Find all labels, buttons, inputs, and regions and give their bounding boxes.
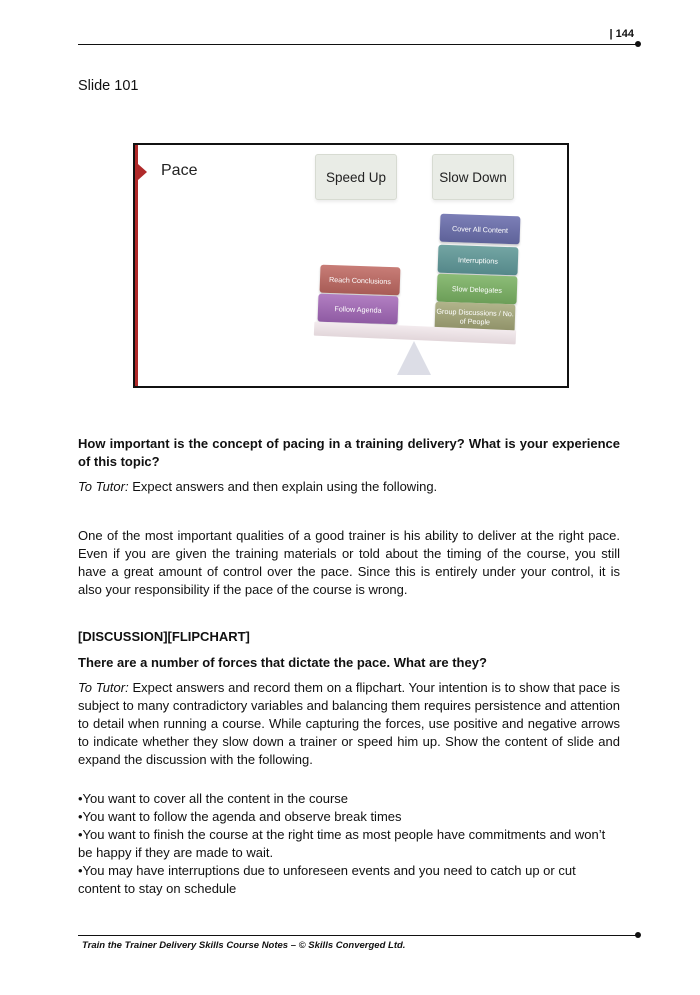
block-slow-delegates: Slow Delegates [437,274,518,305]
tutor-note-2 [78,679,620,769]
tutor-note-1 [78,478,620,496]
tutor-label-1: To Tutor: [78,479,129,494]
question-1: How important is the concept of pacing in a training delivery? What is your experience of this topic? [78,436,620,469]
question-2: There are a number of forces that dictate the pace. What are they? [78,655,487,670]
footer-rule [78,935,638,936]
tutor-label-2: To Tutor: [78,680,129,695]
slide-accent-bar [135,145,138,386]
list-item: •You want to finish the course at the right time as most people have commitments and won’t be happy if they are made to wait. [78,827,606,860]
bullet-list [78,790,620,898]
block-follow-agenda: Follow Agenda [318,294,399,325]
tutor-text-1: Expect answers and then explain using the following. [128,479,438,494]
block-group-discussions: Group Discussions / No. of People [435,302,516,333]
paragraph-1: One of the most important qualities of a good trainer is his ability to deliver at the right pace. Even if you are given the training materials or told about the timing of the course, you still have a great amount of control over the pace. Since this is entirely under your control, it is also your responsibility if the pace of the course is wrong. [78,528,620,597]
slide-title: Pace [161,162,198,179]
list-item: •You want to follow the agenda and observe break times [78,809,402,824]
discussion-tag: [DISCUSSION][FLIPCHART] [78,629,250,644]
speed-up-box: Speed Up [315,154,397,200]
slide-arrow-icon [138,164,147,180]
footer-text: Train the Trainer Delivery Skills Course Notes – © Skills Converged Ltd. [82,940,406,951]
balance-fulcrum [397,341,431,375]
page-number: | 144 [609,28,634,40]
list-item: •You may have interruptions due to unforeseen events and you need to catch up or cut content to stay on schedule [78,863,576,896]
header-rule [78,44,638,45]
block-cover-all-content: Cover All Content [440,214,521,245]
slow-down-box: Slow Down [432,154,514,200]
block-interruptions: Interruptions [438,245,519,276]
slide-label: Slide 101 [78,78,139,94]
block-reach-conclusions: Reach Conclusions [320,265,401,296]
list-item: •You want to cover all the content in the course [78,791,349,806]
slide-image [133,143,569,388]
tutor-text-2: Expect answers and record them on a flipchart. Your intention is to show that pace is subject to many contradictory variables and balancing them requires persistence and attention to detail when running a course. While capturing the forces, use positive and negative arrows to indicate whether they slow down a trainer or speed him up. Show the content of slide and expand the discussion with the following. [78,680,620,767]
